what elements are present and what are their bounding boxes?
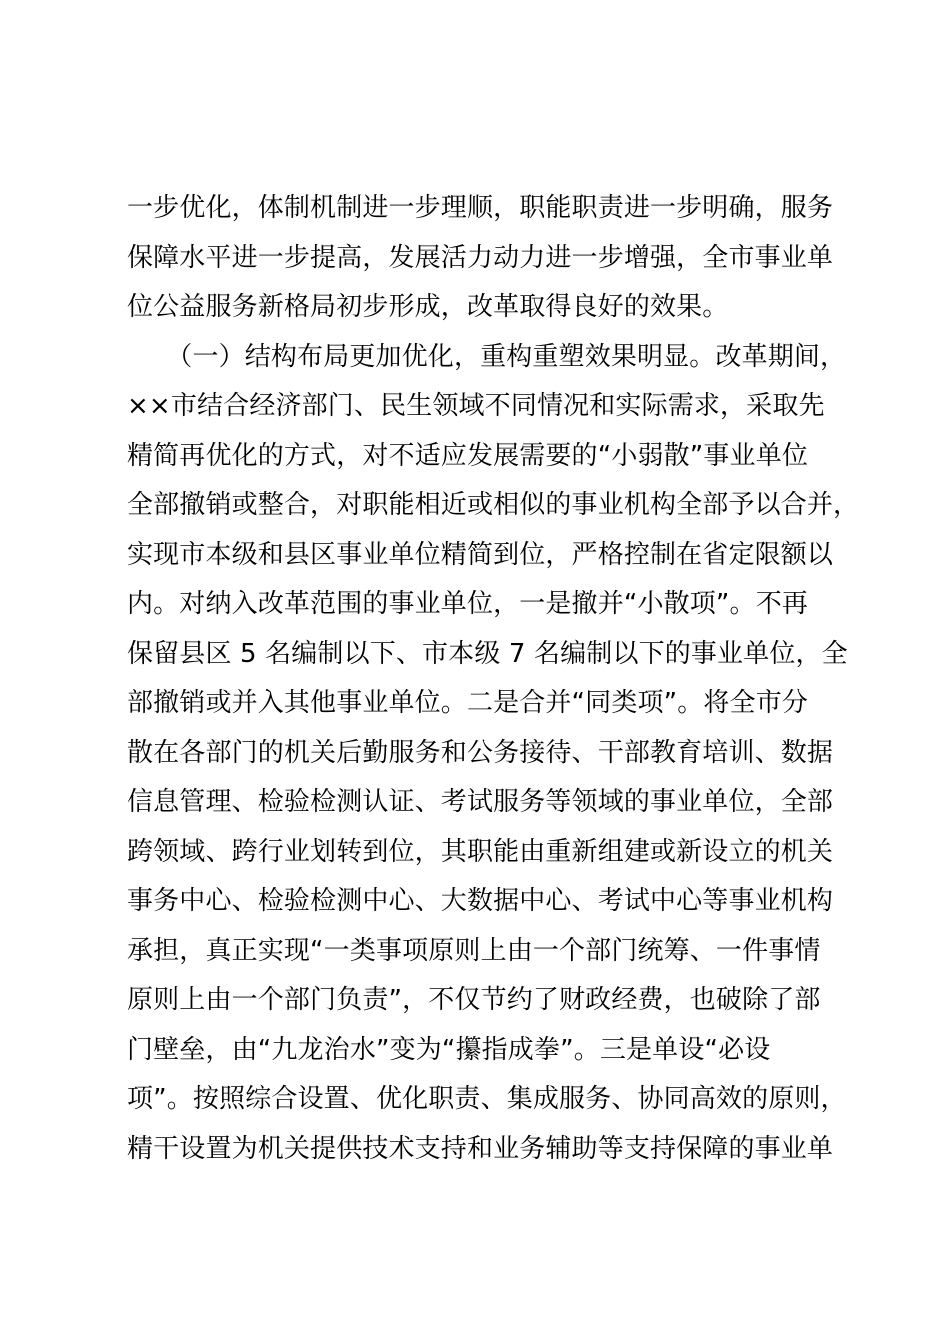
text-line: 承担，真正实现“一类事项原则上由一个部门统筹、一件事情	[127, 935, 821, 966]
text-line: 部撤销或并入其他事业单位。二是合并“同类项”。将全市分	[127, 688, 808, 718]
text-line: ××市结合经济部门、民生领域不同情况和实际需求，采取先	[127, 391, 825, 421]
text-line: 精干设置为机关提供技术支持和业务辅助等支持保障的事业单	[127, 1133, 834, 1164]
text-line: 内。对纳入改革范围的事业单位，一是撤并“小散项”。不再	[127, 589, 808, 619]
text-line: 保留县区 5 名编制以下、市本级 7 名编制以下的事业单位，全	[127, 638, 848, 669]
text-line: 全部撤销或整合，对职能相近或相似的事业机构全部予以合并，	[127, 490, 860, 520]
text-line: 散在各部门的机关后勤服务和公务接待、干部教育培训、数据	[127, 737, 834, 768]
text-line: 项”。按照综合设置、优化职责、集成服务、协同高效的原则，	[127, 1084, 847, 1114]
text-line: （一）结构布局更加优化，重构重塑效果明显。改革期间，	[127, 341, 847, 372]
text-line: 位公益服务新格局初步形成，改革取得良好的效果。	[127, 292, 729, 322]
text-line: 事务中心、检验检测中心、大数据中心、考试中心等事业机构	[127, 886, 834, 916]
text-line: 原则上由一个部门负责”，不仅节约了财政经费，也破除了部	[127, 985, 821, 1015]
text-line: 实现市本级和县区事业单位精简到位，严格控制在省定限额以	[127, 539, 834, 570]
text-line: 一步优化，体制机制进一步理顺，职能职责进一步明确，服务	[127, 193, 834, 223]
text-line: 保障水平进一步提高，发展活力动力进一步增强，全市事业单	[127, 242, 834, 273]
body-text	[127, 184, 860, 1174]
text-line: 精简再优化的方式，对不适应发展需要的“小弱散”事业单位	[127, 440, 808, 471]
text-line: 信息管理、检验检测认证、考试服务等领域的事业单位，全部	[127, 787, 834, 817]
text-line: 门壁垒，由“九龙治水”变为“攥指成拳”。三是单设“必设	[127, 1034, 771, 1065]
text-line: 跨领域、跨行业划转到位，其职能由重新组建或新设立的机关	[127, 836, 834, 867]
